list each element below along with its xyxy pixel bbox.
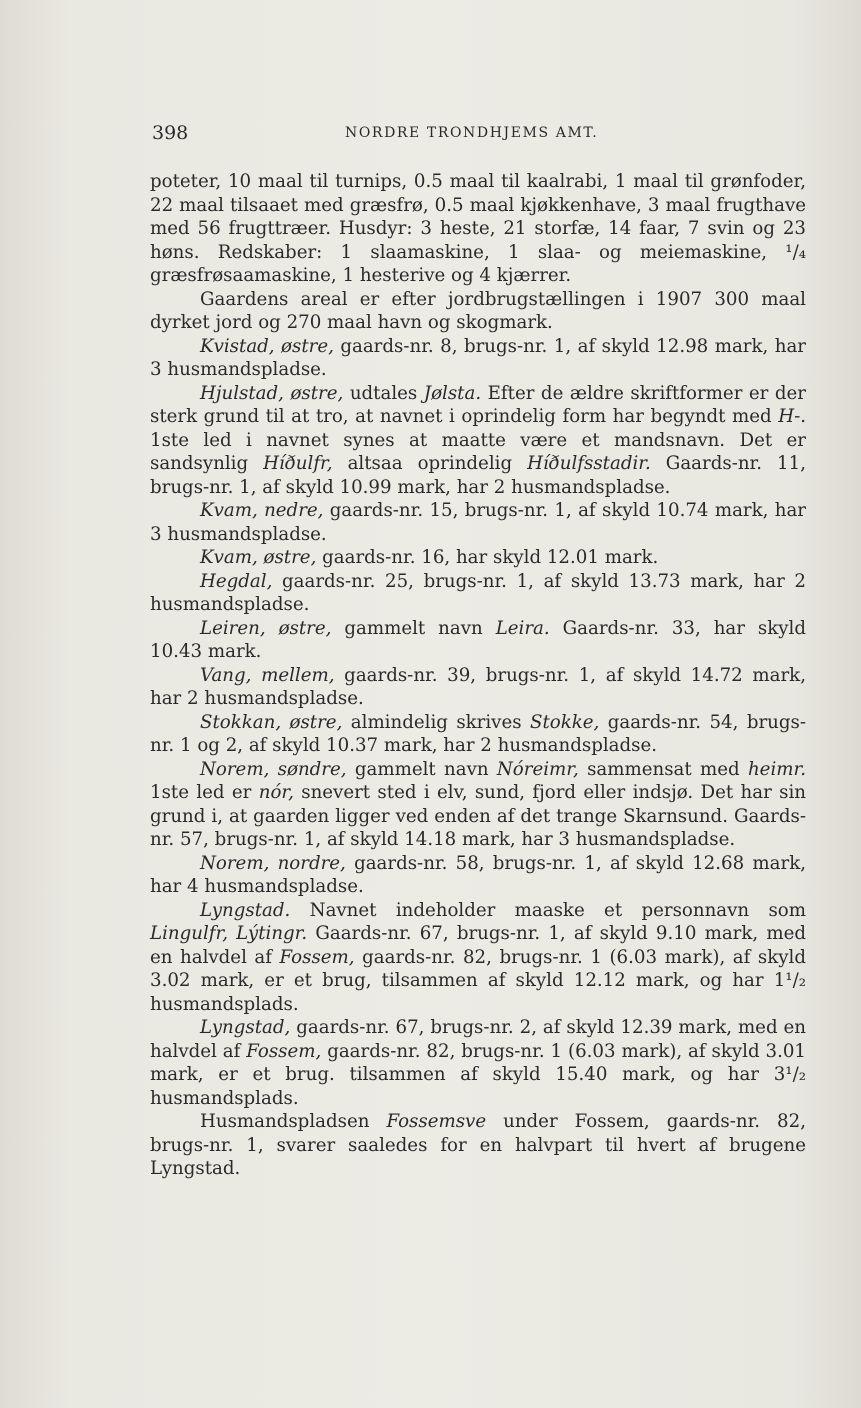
paragraph bbox=[150, 1016, 806, 1110]
italic-term: Híðulfsstadir. bbox=[527, 453, 651, 474]
text-run: Navnet indeholder maaske et personnavn som bbox=[290, 899, 806, 921]
text-run: gaards-nr. 54, brugs-nr. 1 og 2, af skyld 10.37 mark, har 2 husmandspladse. bbox=[150, 711, 806, 756]
text-run: gaards-nr. 82, brugs-nr. 1 (6.03 mark), af skyld 3.02 mark, er et brug, tilsammen af skyld 12.12 mark, og har 1¹/₂ husmandsplads. bbox=[150, 946, 806, 1015]
italic-term: Leiren, østre, bbox=[200, 617, 332, 639]
italic-term: Kvam, østre, bbox=[200, 547, 317, 568]
page-number: 398 bbox=[152, 122, 189, 144]
italic-term: Stokke, bbox=[529, 711, 600, 733]
italic-term: Kvistad, østre, bbox=[200, 335, 334, 357]
text-run: Gaards-nr. 11, brugs-nr. 1, af skyld 10.99 mark, har 2 husmandspladse. bbox=[150, 453, 806, 498]
italic-term: Stokkan, østre, bbox=[200, 711, 343, 733]
text-run: udtales bbox=[343, 382, 424, 404]
paragraph bbox=[150, 758, 806, 852]
text-run: 1ste led er bbox=[150, 782, 259, 803]
text-run: gaards-nr. 15, brugs-nr. 1, af skyld 10.74 mark, har 3 husmandspladse. bbox=[150, 500, 806, 545]
paragraph bbox=[150, 664, 806, 711]
running-title: NORDRE TRONDHJEMS AMT. bbox=[345, 125, 599, 141]
text-run: 1ste led i navnet synes at maatte være et mandsnavn. Det er sandsynlig bbox=[150, 429, 806, 474]
italic-term: Nóreimr, bbox=[496, 758, 579, 780]
paragraph bbox=[150, 711, 806, 758]
italic-term: nór, bbox=[258, 782, 294, 803]
text-run: under Fossem, gaards-nr. 82, brugs-nr. 1, svarer saaledes for en halvpart til hvert af brugene Lyngstad. bbox=[150, 1111, 806, 1179]
text-run: Gaards-nr. 33, har skyld 10.43 mark. bbox=[150, 617, 806, 662]
text-run: Husmandspladsen bbox=[200, 1111, 387, 1132]
paragraph bbox=[150, 499, 806, 546]
body-text bbox=[150, 170, 806, 1181]
text-run: gaards-nr. 25, brugs-nr. 1, af skyld 13.73 mark, har 2 husmandspladse. bbox=[150, 570, 806, 615]
paragraph bbox=[150, 288, 806, 335]
text-run: altsaa oprindelig bbox=[332, 453, 528, 474]
text-run: sammensat med bbox=[578, 758, 748, 780]
italic-term: Lyngstad, bbox=[200, 1017, 291, 1038]
italic-term: Norem, nordre, bbox=[200, 852, 346, 874]
italic-term: Norem, søndre, bbox=[200, 758, 347, 780]
italic-term: Híðulfr, bbox=[263, 453, 333, 474]
italic-term: Fossem, bbox=[246, 1040, 322, 1062]
paragraph bbox=[150, 170, 806, 288]
text-run: gaards-nr. 16, har skyld 12.01 mark. bbox=[316, 547, 659, 568]
italic-term: Hjulstad, østre, bbox=[200, 382, 344, 404]
page-header bbox=[152, 122, 808, 146]
paragraph bbox=[150, 546, 806, 570]
italic-term: Hegdal, bbox=[200, 570, 273, 592]
italic-term: Kvam, nedre, bbox=[200, 500, 324, 521]
italic-term: Leira. bbox=[495, 617, 550, 639]
paragraph bbox=[150, 852, 806, 899]
paragraph bbox=[150, 899, 806, 1017]
italic-term: Lingulfr, Lýtingr. bbox=[150, 923, 308, 944]
text-run: gaards-nr. 67, brugs-nr. 2, af skyld 12.39 mark, med en halvdel af bbox=[150, 1017, 806, 1062]
paragraph bbox=[150, 617, 806, 664]
paragraph bbox=[150, 335, 806, 382]
text-run: Efter de ældre skriftformer er der sterk grund til at tro, at navnet i oprindelig form har begyndt med bbox=[150, 382, 806, 427]
italic-term: H-. bbox=[778, 406, 806, 427]
text-run: snevert sted i elv, sund, fjord eller indsjø. Det har sin grund i, at gaarden ligger ved enden af det trange Skarnsund. Gaards-nr. 57, brugs-nr. 1, af skyld 14.18 mark, har 3 husmandspladse. bbox=[150, 782, 806, 850]
italic-term: Vang, mellem, bbox=[200, 664, 335, 686]
text-run: gammelt navn bbox=[346, 758, 497, 780]
text-run: almindelig skrives bbox=[342, 711, 530, 733]
paragraph bbox=[150, 570, 806, 617]
paragraph bbox=[150, 382, 806, 500]
text-run: gaards-nr. 39, brugs-nr. 1, af skyld 14.72 mark, har 2 husmandspladse. bbox=[150, 664, 806, 709]
paragraph bbox=[150, 1110, 806, 1181]
text-run: Gaardens areal er efter jordbrugstællingen i 1907 300 maal dyrket jord og 270 maal havn og skogmark. bbox=[150, 288, 806, 333]
text-run: Gaards-nr. 67, brugs-nr. 1, af skyld 9.10 mark, med en halvdel af bbox=[150, 923, 806, 968]
text-run: gaards-nr. 82, brugs-nr. 1 (6.03 mark), af skyld 3.01 mark, er et brug. tilsammen af skyld 15.40 mark, og har 3¹/₂ husmandsplads. bbox=[150, 1040, 806, 1109]
text-run: gaards-nr. 58, brugs-nr. 1, af skyld 12.68 mark, har 4 husmandspladse. bbox=[150, 852, 806, 897]
italic-term: Fossem, bbox=[279, 946, 355, 968]
text-run: gammelt navn bbox=[331, 617, 496, 639]
italic-term: Jølsta. bbox=[423, 382, 482, 404]
text-run: poteter, 10 maal til turnips, 0.5 maal til kaalrabi, 1 maal til grønfoder, 22 maal tilsaaet med græsfrø, 0.5 maal kjøkkenhave, 3 maal frugthave med 56 frugttræer. Husdyr: 3 heste, 21 storfæ, 14 faar, 7 svin og 23 høns. Redskaber: 1 slaamaskine, 1 slaa- og meiemaskine, ¹/₄ græsfrøsaamaskine, 1 hesterive og 4 kjærrer. bbox=[150, 171, 806, 286]
italic-term: heimr. bbox=[747, 758, 806, 780]
text-run: gaards-nr. 8, brugs-nr. 1, af skyld 12.98 mark, har 3 husmandspladse. bbox=[150, 335, 807, 380]
italic-term: Lyngstad. bbox=[200, 899, 291, 921]
italic-term: Fossemsve bbox=[386, 1111, 487, 1132]
